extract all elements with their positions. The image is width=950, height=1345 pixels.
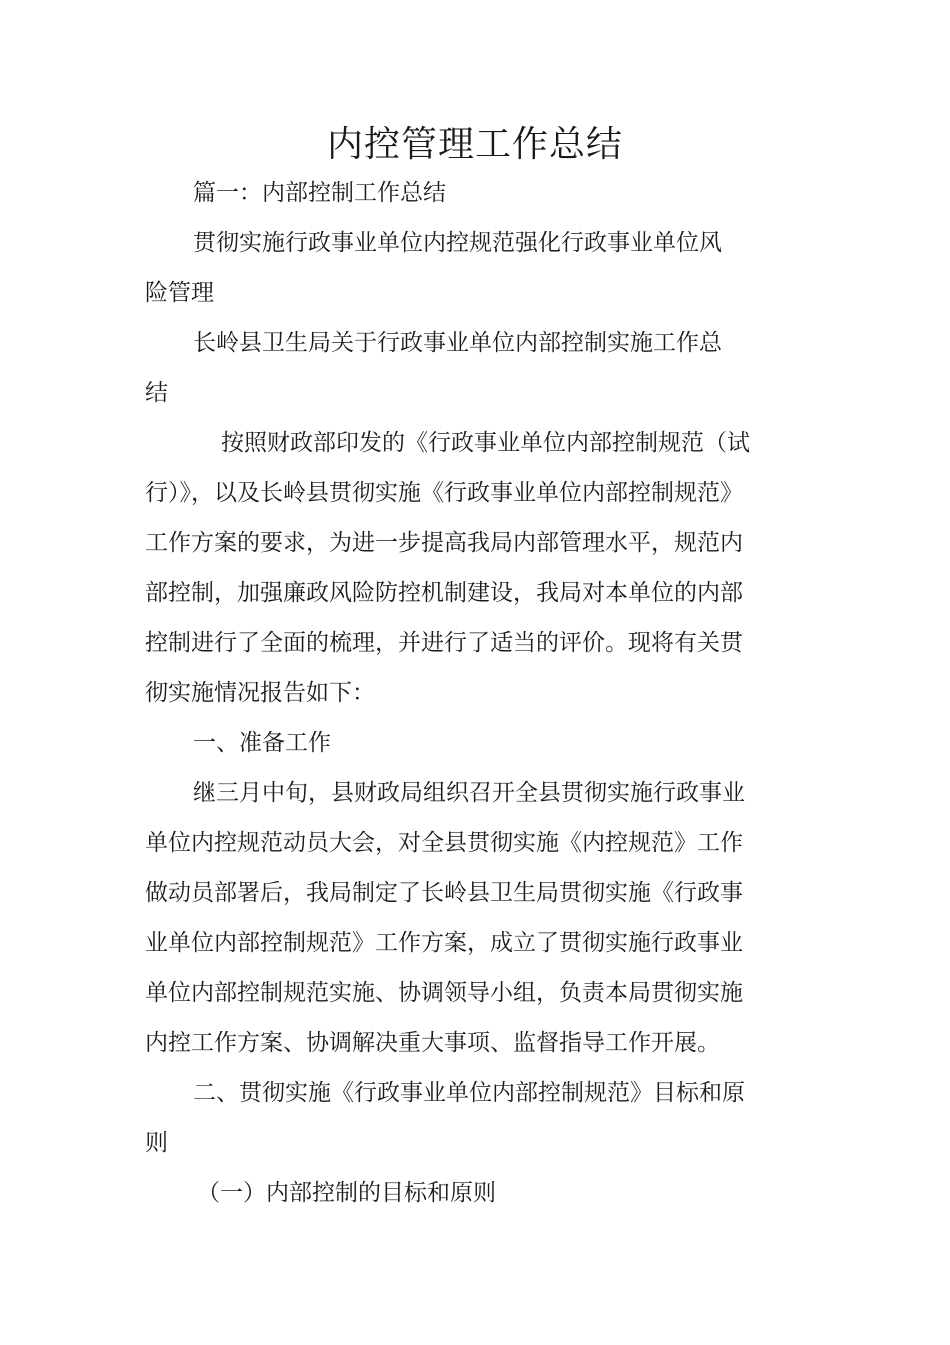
text-line: 单位内部控制规范实施、协调领导小组，负责本局贯彻实施: [145, 980, 743, 1006]
text-line: 继三月中旬，县财政局组织召开全县贯彻实施行政事业: [193, 780, 745, 806]
text-line: 结: [145, 380, 168, 406]
text-line: 部控制，加强廉政风险防控机制建设，我局对本单位的内部: [145, 580, 743, 606]
text-line: 业单位内部控制规范》工作方案，成立了贯彻实施行政事业: [145, 930, 743, 956]
subtitle-paragraph: [145, 218, 755, 318]
text-line: 二、贯彻实施《行政事业单位内部控制规范》目标和原: [193, 1080, 745, 1106]
section-heading-preparation: [145, 718, 755, 768]
text-line: 做动员部署后，我局制定了长岭县卫生局贯彻实施《行政事: [145, 880, 743, 906]
report-title-paragraph: [145, 318, 755, 418]
document-title: 内控管理工作总结: [326, 124, 623, 165]
text-line: 长岭县卫生局关于行政事业单位内部控制实施工作总: [193, 330, 722, 356]
text-line: 则: [145, 1130, 168, 1156]
text-line: 行）》，以及长岭县贯彻实施《行政事业单位内部控制规范》: [145, 480, 743, 506]
text-line: 工作方案的要求，为进一步提高我局内部管理水平，规范内: [145, 530, 743, 556]
text-line: 控制进行了全面的梳理，并进行了适当的评价。现将有关贯: [145, 630, 743, 656]
text-line: 彻实施情况报告如下：: [145, 680, 375, 706]
text-line: （一）内部控制的目标和原则: [197, 1180, 496, 1206]
section-heading-part-one: [145, 168, 755, 218]
subsection-heading-goals: [145, 1168, 755, 1218]
text-line: 险管理: [145, 280, 214, 306]
preparation-paragraph: [145, 768, 755, 1068]
intro-paragraph: [145, 418, 755, 718]
text-line: 一、准备工作: [193, 730, 331, 756]
text-line: 篇一：内部控制工作总结: [193, 180, 446, 206]
section-heading-objectives: [145, 1068, 755, 1168]
text-line: 贯彻实施行政事业单位内控规范强化行政事业单位风: [193, 230, 722, 256]
text-line: 按照财政部印发的《行政事业单位内部控制规范（试: [221, 430, 750, 456]
text-line: 单位内控规范动员大会，对全县贯彻实施《内控规范》工作: [145, 830, 743, 856]
text-line: 内控工作方案、协调解决重大事项、监督指导工作开展。: [145, 1030, 720, 1056]
